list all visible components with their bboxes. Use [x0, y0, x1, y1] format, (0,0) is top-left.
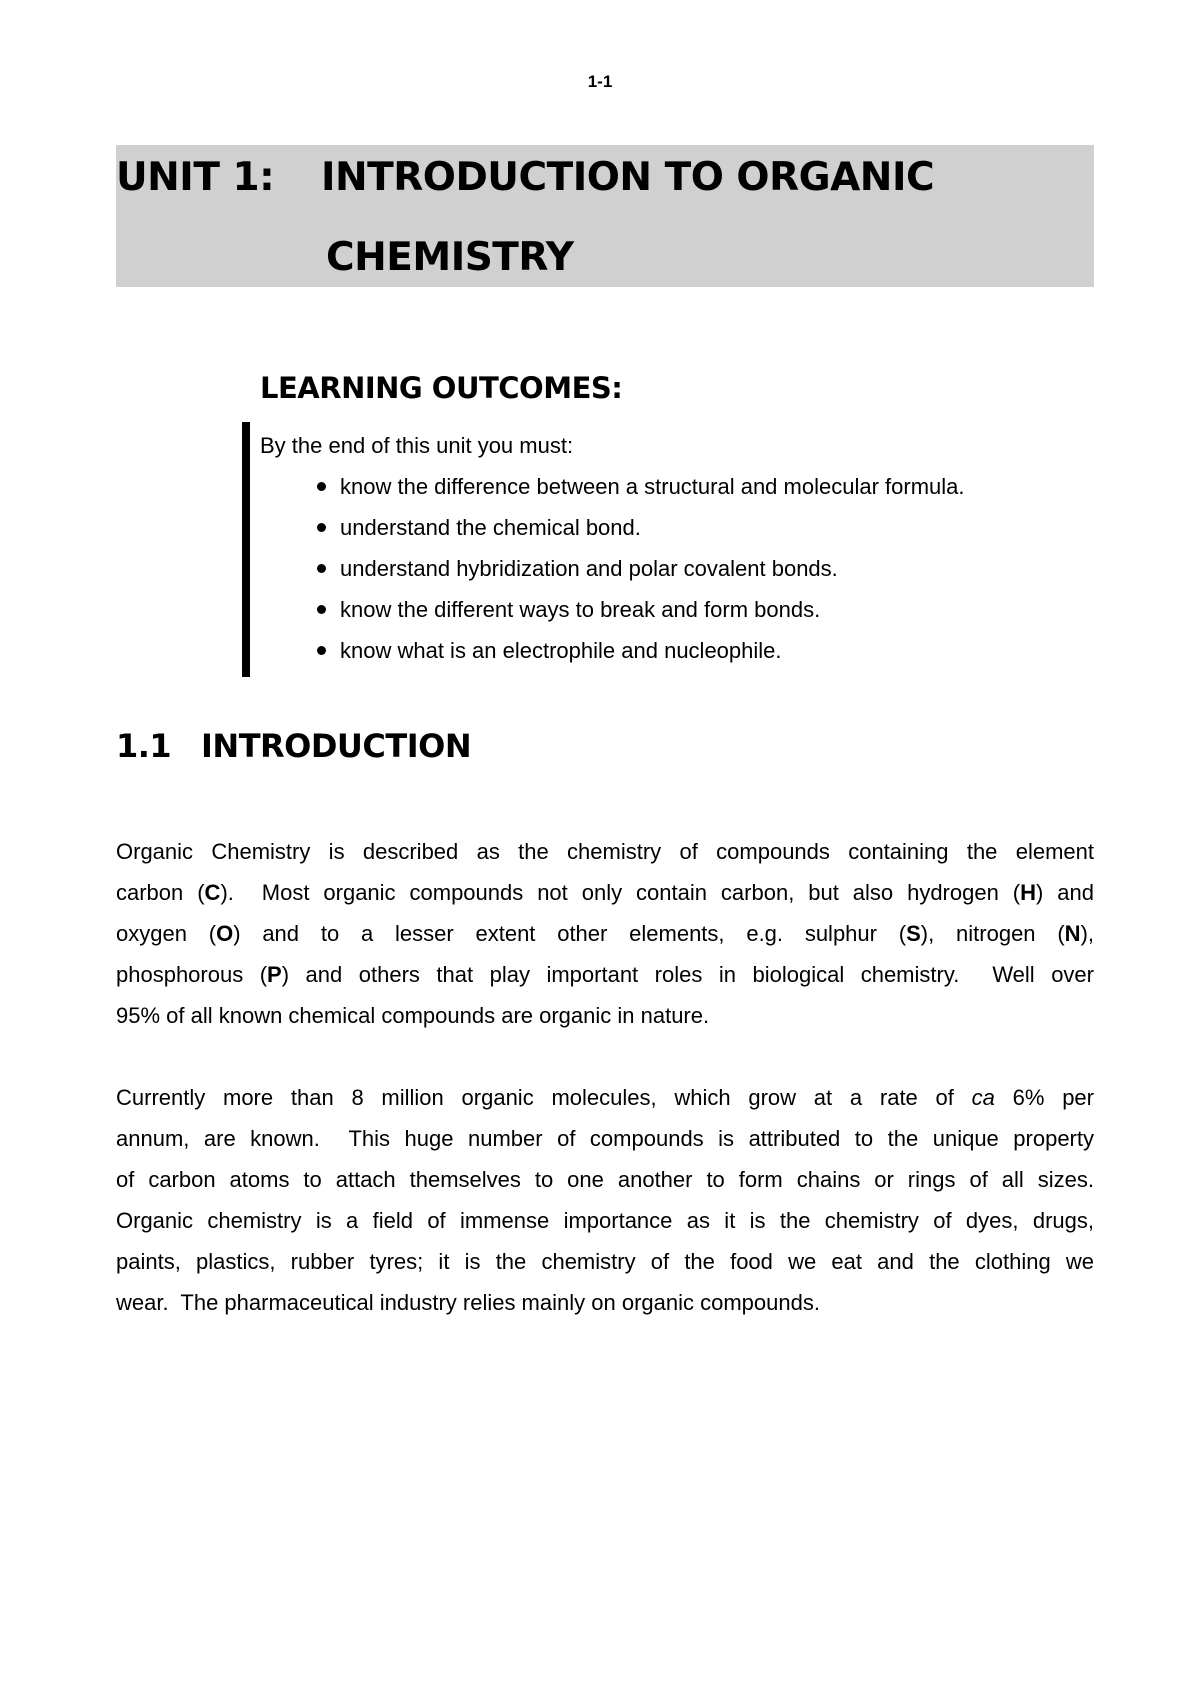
section-heading	[116, 724, 471, 768]
paragraph-line: Organic Chemistry is described as the chemistry of compounds containing the element	[116, 839, 1094, 864]
list-item: know what is an electrophile and nucleophile.	[310, 636, 965, 677]
list-item: understand hybridization and polar covalent bonds.	[310, 554, 965, 595]
bullet-icon	[317, 482, 326, 491]
element-symbol-sulphur: S	[906, 921, 921, 946]
unit-title-line1: INTRODUCTION TO ORGANIC	[321, 155, 935, 200]
paragraph-line: carbon (C). Most organic compounds not only contain carbon, but also hydrogen (H) and	[116, 880, 1094, 905]
list-item: understand the chemical bond.	[310, 513, 965, 554]
list-item: know the different ways to break and form bonds.	[310, 595, 965, 636]
learning-outcomes-intro: By the end of this unit you must:	[260, 433, 574, 458]
paragraph-organic-chemistry-definition	[116, 831, 1094, 1036]
section-number: 1.1	[116, 727, 172, 765]
paragraph-line: paints, plastics, rubber tyres; it is the chemistry of the food we eat and the clothing we	[116, 1249, 1094, 1274]
paragraph-line: Organic chemistry is a field of immense importance as it is the chemistry of dyes, drugs,	[116, 1208, 1094, 1233]
page-number: 1-1	[587, 72, 613, 91]
paragraph-line: oxygen (O) and to a lesser extent other elements, e.g. sulphur (S), nitrogen (N),	[116, 921, 1095, 946]
element-symbol-hydrogen: H	[1020, 880, 1036, 905]
paragraph-line: 95% of all known chemical compounds are organic in nature.	[116, 1003, 710, 1028]
bullet-icon	[317, 564, 326, 573]
unit-title-line2: CHEMISTRY	[326, 235, 574, 280]
italic-ca: ca	[971, 1085, 995, 1110]
bullet-icon	[317, 646, 326, 655]
paragraph-line: annum, are known. This huge number of compounds is attributed to the unique property	[116, 1126, 1094, 1151]
unit-title	[116, 148, 934, 208]
bullet-icon	[317, 523, 326, 532]
list-item: know the difference between a structural and molecular formula.	[310, 472, 965, 513]
paragraph-line: wear. The pharmaceutical industry relies mainly on organic compounds.	[116, 1290, 820, 1315]
learning-outcomes-side-bar	[242, 422, 250, 677]
section-title: INTRODUCTION	[201, 727, 472, 765]
learning-outcomes-heading: LEARNING OUTCOMES:	[260, 371, 623, 405]
paragraph-organic-molecules-count	[116, 1077, 1094, 1323]
paragraph-line: of carbon atoms to attach themselves to one another to form chains or rings of all sizes.	[116, 1167, 1094, 1192]
paragraph-line: phosphorous (P) and others that play important roles in biological chemistry. Well over	[116, 962, 1094, 987]
element-symbol-nitrogen: N	[1064, 921, 1081, 946]
bullet-icon	[317, 605, 326, 614]
element-symbol-carbon: C	[204, 880, 221, 905]
element-symbol-phosphorous: P	[267, 962, 282, 987]
paragraph-line: Currently more than 8 million organic molecules, which grow at a rate of ca 6% per	[116, 1085, 1094, 1110]
unit-label: UNIT 1:	[116, 155, 275, 200]
element-symbol-oxygen: O	[216, 921, 234, 946]
learning-outcomes-list	[310, 472, 965, 677]
